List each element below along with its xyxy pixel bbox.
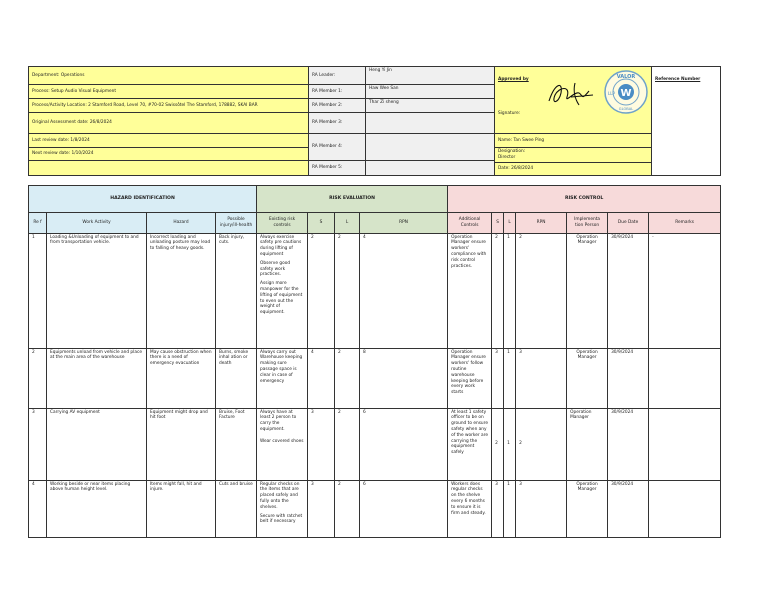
row-s: 4	[308, 348, 335, 408]
col-existing-controls: Existing risk controls	[257, 212, 308, 233]
row-rpn: 6	[360, 408, 448, 480]
existing-control-item: Assign more manpower for the lifting of equipment to even out the weight of equipment.	[260, 281, 303, 316]
row-rpn2: 2	[516, 408, 567, 480]
row-additional-controls: Operation Manager ensure workers' compliance with risk control practices.	[448, 233, 492, 348]
signature-image	[545, 79, 597, 109]
last-review-date: Last review date: 1/8/2024	[29, 134, 309, 148]
designation	[495, 148, 652, 163]
col-possible-injury: Possible injury/ill-health	[216, 212, 257, 233]
existing-control-item: Always have at least 2 person to carry the equipment.	[260, 409, 297, 432]
row-hazard: May cause obstruction when there is a need of emergency evacuation	[147, 348, 216, 408]
col-s: S	[308, 212, 335, 233]
existing-control-item: Wear covered shoes	[260, 438, 304, 444]
row-rpn: 4	[360, 233, 448, 348]
col-s2: S	[492, 212, 504, 233]
existing-control-item: Always exercise safety pre cautions during lifting of equipment	[260, 234, 302, 257]
row-additional-controls: Operation Manager ensure workers' follow routine warehouse keeping before every work starts	[448, 348, 492, 408]
svg-text:LLP: LLP	[608, 91, 615, 96]
existing-control-item: Always carry out Warehouse keeping making sure passage space is clear in case of emergency	[260, 349, 303, 384]
row-hazard: Incorrect loading and unloading posture may lead to falling of heavy goods.	[147, 233, 216, 348]
ra-member-1-label: RA Member 1:	[309, 85, 366, 99]
table-row	[29, 233, 721, 348]
row-due-date: 30/9/2024	[608, 233, 649, 348]
row-activity: Equipments unload from vehicle and place at the main area of the warehouse	[47, 348, 147, 408]
row-s2: 2	[492, 408, 504, 480]
col-due-date: Due Date	[608, 212, 649, 233]
row-implementation-person: Operation Manager	[567, 233, 608, 348]
ra-member-3-name	[366, 113, 495, 134]
existing-control-item: Secure with ratchet belt if necessary	[260, 513, 303, 525]
row-rpn: 6	[360, 480, 448, 537]
ra-member-4-label: RA Member 4:	[309, 134, 366, 161]
existing-control-item: Regular checks on the items that are placed safely and fully onto the shelves.	[260, 481, 300, 510]
row-l: 2	[335, 480, 360, 537]
col-l: L	[335, 212, 360, 233]
approved-by-label: Approved by	[498, 77, 529, 82]
hazard-table	[28, 185, 721, 538]
approval-box	[495, 67, 652, 134]
col-remarks: Remarks	[649, 212, 721, 233]
ra-member-5-name	[366, 161, 495, 176]
row-s: 2	[308, 233, 335, 348]
signature-label: Signature:	[498, 111, 521, 116]
row-ref: 2	[29, 348, 47, 408]
row-ref: 3	[29, 408, 47, 480]
row-existing-controls	[257, 233, 308, 348]
col-work-activity: Work Activity	[47, 212, 147, 233]
approver-name: Name: Tan Swee Ping	[495, 134, 652, 148]
section-risk-control: RISK CONTROL	[448, 185, 721, 212]
row-ref: 4	[29, 480, 47, 537]
row-remarks	[649, 408, 721, 480]
row-s: 3	[308, 480, 335, 537]
row-hazard: Items might fall, hit and injure.	[147, 480, 216, 537]
row-due-date: 30/9/2024	[608, 408, 649, 480]
row-remarks	[649, 348, 721, 408]
row-implementation-person: Operation Manager	[567, 480, 608, 537]
svg-text:W: W	[620, 88, 632, 99]
header-table	[28, 66, 721, 176]
approval-date: Date: 26/8/2024	[495, 162, 652, 175]
row-activity: Carrying AV equipment	[47, 408, 147, 480]
row-due-date: 30/9/2024	[608, 348, 649, 408]
row-additional-controls: At least 1 safety officer to be on ground to ensure safety when any of the worker are carrying the equipment safely	[448, 408, 492, 480]
row-injury: Cuts and bruise	[216, 480, 257, 537]
row-injury: Bruise, Foot Facture	[216, 408, 257, 480]
ra-member-4-name	[366, 134, 495, 161]
col-hazard: Hazard	[147, 212, 216, 233]
row-ref: 1	[29, 233, 47, 348]
designation-label: Designation:	[498, 149, 526, 154]
col-additional-controls: Additional Controls	[448, 212, 492, 233]
location: Process/Activity Location: 2 Stamford Road, Level 70, #70-02 Swissôtel The Stamford, 178882, SKAI BAR	[29, 99, 309, 113]
reference-number-label: Reference Number	[652, 67, 721, 176]
ra-member-2-label: RA Member 2:	[309, 99, 366, 113]
row-rpn: 8	[360, 348, 448, 408]
row-l: 2	[335, 408, 360, 480]
row-remarks	[649, 480, 721, 537]
row-l2: 1	[504, 480, 516, 537]
row-activity: Working beside or near items placing above human height level.	[47, 480, 147, 537]
row-rpn2: 3	[516, 480, 567, 537]
row-hazard: Equipment might drop and hit foot	[147, 408, 216, 480]
row-s2: 3	[492, 348, 504, 408]
row-implementation-person: Operation Manager	[567, 348, 608, 408]
row-s2: 3	[492, 480, 504, 537]
row-l2: 1	[504, 233, 516, 348]
ra-member-1-name: Haw Wee San	[366, 85, 495, 99]
row-rpn2: 2	[516, 233, 567, 348]
row-existing-controls	[257, 348, 308, 408]
section-risk-evaluation: RISK EVALUATION	[257, 185, 448, 212]
col-ref: Re f	[29, 212, 47, 233]
row-injury: Burns, smoke inhal ation or death	[216, 348, 257, 408]
row-additional-controls: Workers does regular checks on the shelve every 6 months to ensure it is firm and steady.	[448, 480, 492, 537]
table-row	[29, 348, 721, 408]
row-implementation-person: Operation Manager	[567, 408, 608, 480]
row-activity: Loading &Unloading of equipment to and from transportation vehicle.	[47, 233, 147, 348]
ra-member-3-label: RA Member 3:	[309, 113, 366, 134]
ra-leader-label: RA Leader:	[309, 67, 366, 85]
row-remarks: -	[649, 233, 721, 348]
department: Department: Operations	[29, 67, 309, 85]
svg-text:VALOR: VALOR	[616, 74, 636, 80]
designation-value: Director	[498, 154, 516, 160]
col-l2: L	[504, 212, 516, 233]
row-rpn2: 3	[516, 348, 567, 408]
row-l2: 1	[504, 408, 516, 480]
ra-member-5-label: RA Member 5:	[309, 161, 366, 176]
header-blank	[29, 161, 309, 176]
next-review-date: Next review date: 1/10/2024	[29, 148, 309, 161]
row-l2: 1	[504, 348, 516, 408]
original-assessment-date: Original Assessment date: 26/8/2024	[29, 113, 309, 134]
existing-control-item: Observe good safety work practices.	[260, 260, 291, 278]
table-row	[29, 408, 721, 480]
risk-assessment-form	[28, 66, 720, 538]
ra-member-2-name: Thar Zi sheng	[366, 99, 495, 113]
row-existing-controls	[257, 480, 308, 537]
col-rpn2: RPN	[516, 212, 567, 233]
row-l: 2	[335, 348, 360, 408]
process: Process: Setup Audio Visual Equipment	[29, 85, 309, 99]
section-hazard-identification: HAZARD IDENTIFICATION	[29, 185, 257, 212]
ra-leader-name: Heng Yi Jin	[366, 67, 495, 85]
col-implementation-person: Implementa tion Person	[567, 212, 608, 233]
row-l: 2	[335, 233, 360, 348]
row-due-date: 30/9/2024	[608, 480, 649, 537]
row-existing-controls	[257, 408, 308, 480]
table-row	[29, 480, 721, 537]
row-s: 3	[308, 408, 335, 480]
row-injury: Back injury, cuts.	[216, 233, 257, 348]
col-rpn: RPN	[360, 212, 448, 233]
company-stamp	[603, 69, 649, 115]
svg-text:GLOBAL: GLOBAL	[618, 107, 634, 111]
row-s2: 2	[492, 233, 504, 348]
